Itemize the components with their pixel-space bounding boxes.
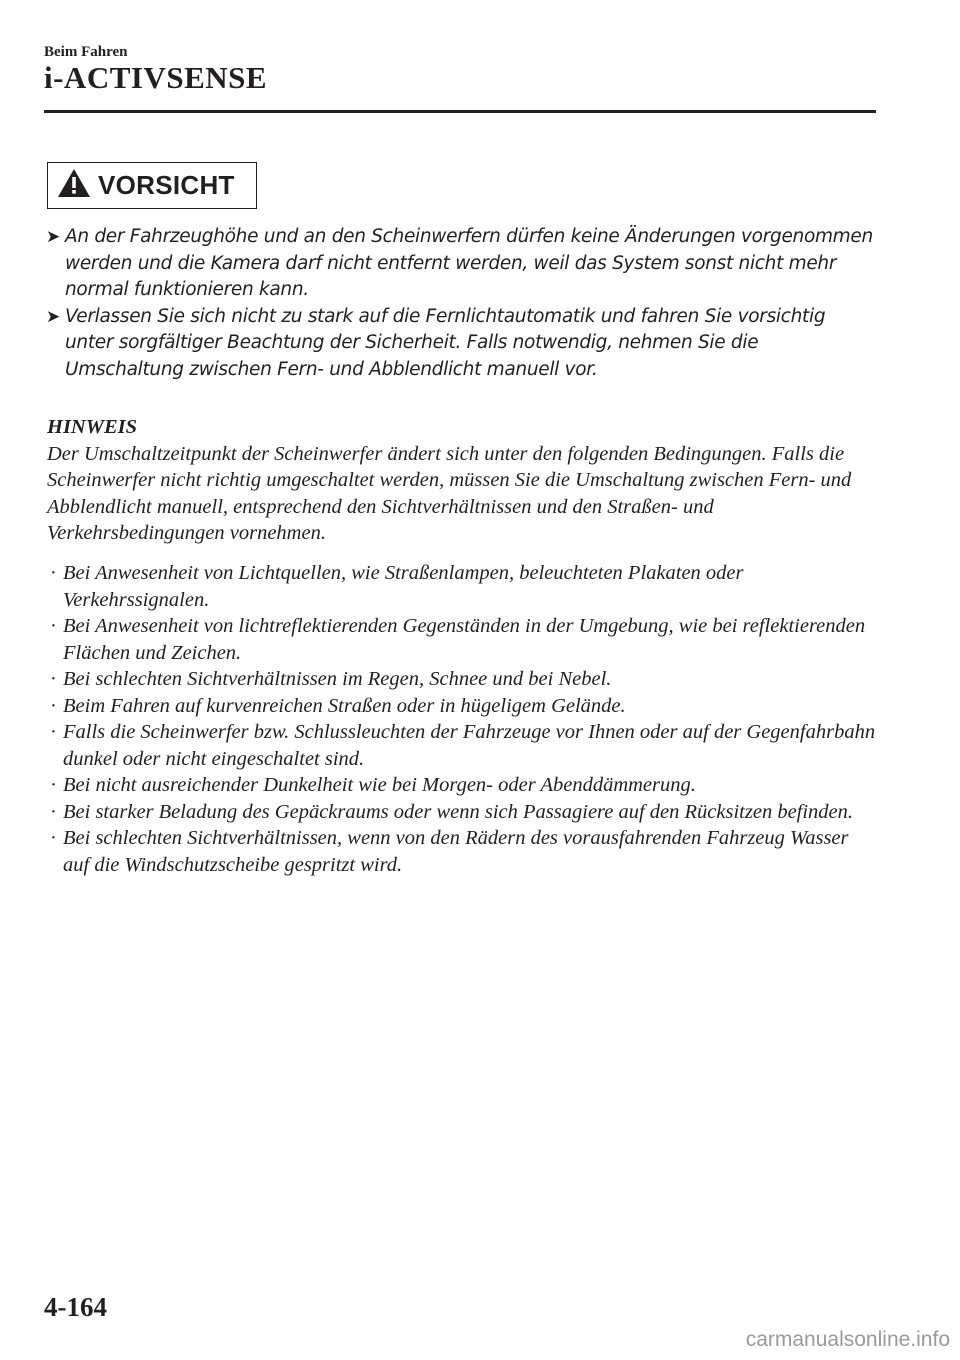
- caution-item: [46, 304, 876, 384]
- list-item: [47, 719, 877, 772]
- caution-item: [46, 224, 876, 304]
- list-item: [47, 613, 877, 666]
- condition-text: Bei starker Beladung des Gepäckraums oder wenn sich Passagiere auf den Rücksitzen befinden.: [63, 800, 854, 823]
- bullet-dot-icon: ·: [50, 694, 57, 717]
- list-item: [47, 825, 877, 878]
- condition-text: Bei nicht ausreichender Dunkelheit wie bei Morgen- oder Abenddämmerung.: [63, 774, 696, 796]
- condition-text: Beim Fahren auf kurvenreichen Straßen oder in hügeligem Gelände.: [63, 694, 626, 717]
- condition-list: [47, 560, 877, 878]
- chapter-title: i-ACTIVSENSE: [44, 60, 268, 95]
- bullet-dot-icon: ·: [50, 721, 57, 743]
- caution-box: [47, 162, 257, 209]
- condition-text: Bei Anwesenheit von lichtreflektierenden Gegenständen in der Umgebung, wie bei reflektierenden Flächen und Zeichen.: [63, 615, 866, 664]
- section-label: Beim Fahren: [44, 44, 128, 60]
- list-item: [47, 693, 877, 720]
- note-intro: Der Umschaltzeitpunkt der Scheinwerfer ändert sich unter den folgenden Bedingungen. Falls die Scheinwerfer nicht richtig umgeschaltet werden, müssen Sie die Umschaltung zwischen Fern- und Abblendlicht manuell, entsprechend den Sichtverhältnissen und den Straßen- und Verkehrsbedingungen vornehmen.: [47, 442, 852, 544]
- arrow-bullet-icon: ➤: [46, 227, 60, 247]
- bullet-dot-icon: ·: [50, 800, 57, 823]
- condition-text: Bei schlechten Sichtverhältnissen im Regen, Schnee und bei Nebel.: [63, 668, 612, 690]
- bullet-dot-icon: ·: [50, 774, 57, 796]
- header-rule: [44, 110, 876, 113]
- caution-item-text: An der Fahrzeughöhe und an den Scheinwerfern dürfen keine Änderungen vorgenommen werden und die Kamera darf nicht entfernt werden, weil das System sonst nicht mehr normal funktionieren kann.: [65, 226, 873, 300]
- list-item: [47, 560, 877, 613]
- bullet-dot-icon: ·: [50, 615, 57, 637]
- list-item: [47, 772, 877, 799]
- watermark: carmanualsonline.info: [745, 1328, 950, 1351]
- arrow-bullet-icon: ➤: [46, 306, 60, 327]
- caution-label: VORSICHT: [98, 170, 235, 200]
- warning-triangle-icon: [56, 167, 92, 204]
- condition-text: Bei Anwesenheit von Lichtquellen, wie Straßenlampen, beleuchteten Plakaten oder Verkehrssignalen.: [63, 562, 744, 611]
- condition-text: Bei schlechten Sichtverhältnissen, wenn von den Rädern des vorausfahrenden Fahrzeug Wasser auf die Windschutzscheibe gespritzt wird.: [63, 827, 849, 876]
- condition-text: Falls die Scheinwerfer bzw. Schlussleuchten der Fahrzeuge vor Ihnen oder auf der Gegenfahrbahn dunkel oder nicht eingeschaltet sind.: [63, 721, 876, 770]
- caution-list: [46, 224, 876, 383]
- page-number: 4-164: [44, 1292, 107, 1322]
- bullet-dot-icon: ·: [50, 668, 57, 690]
- note-block: [47, 414, 877, 547]
- bullet-dot-icon: ·: [50, 562, 57, 584]
- list-item: [47, 799, 877, 826]
- bullet-dot-icon: ·: [50, 827, 57, 849]
- list-item: [47, 666, 877, 693]
- note-heading: HINWEIS: [47, 416, 138, 438]
- caution-item-text: Verlassen Sie sich nicht zu stark auf die Fernlichtautomatik und fahren Sie vorsichtig unter sorgfältiger Beachtung der Sicherheit. Falls notwendig, nehmen Sie die Umschaltung zwischen Fern- und Abblendlicht manuell vor.: [65, 305, 826, 380]
